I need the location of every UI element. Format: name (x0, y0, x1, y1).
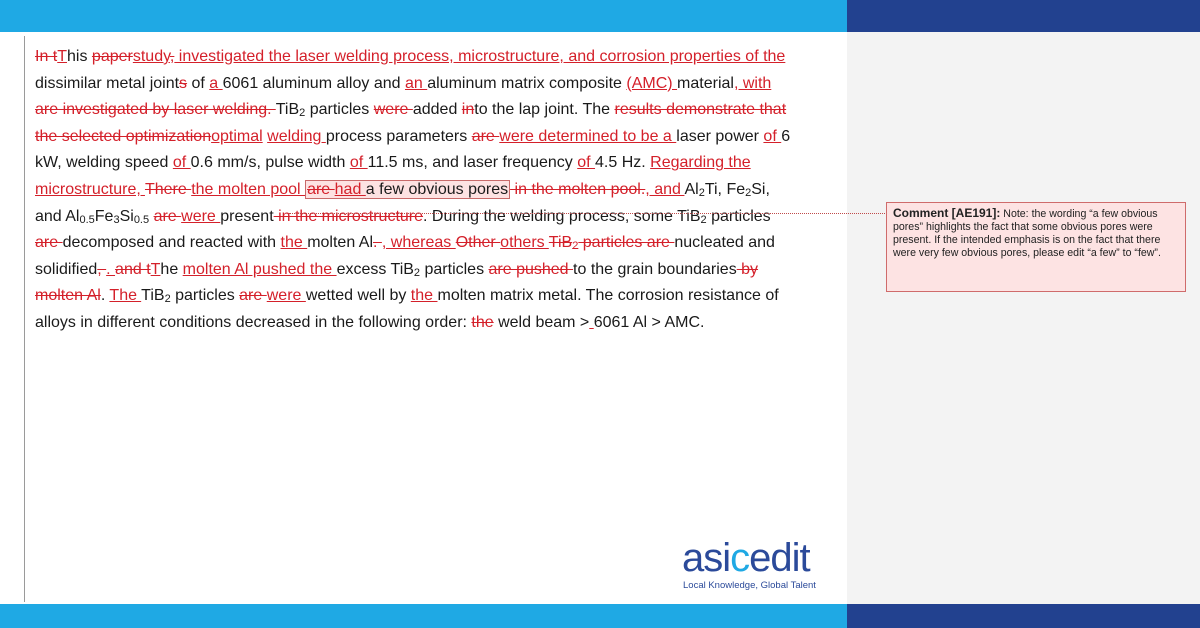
deletion: are (239, 287, 267, 305)
deletion: by molten Al (35, 260, 759, 305)
deletion: in the molten pool. (510, 180, 646, 198)
commented-range[interactable] (305, 180, 510, 199)
text-run: laser power (676, 127, 764, 145)
insertion: a (209, 74, 223, 92)
text-run: 6061 Al > AMC. (593, 313, 705, 331)
insertion: study (132, 48, 170, 65)
text-run: to the grain boundaries (573, 260, 737, 278)
insertion: T (150, 260, 161, 278)
subscript: 2 (700, 213, 707, 226)
subscript: 0.5 (79, 213, 95, 226)
comment-id: Comment [AE191]: (893, 206, 1001, 220)
tracked-changes-paragraph[interactable] (35, 44, 795, 337)
top-banner-right (847, 0, 1200, 32)
insertion: welding (267, 127, 326, 145)
logo-wordmark (682, 538, 810, 578)
deletion: results demonstrate that the selected optimization (35, 101, 787, 145)
text-run: 6061 aluminum alloy and (222, 74, 405, 92)
text-run: . During the welding process, some TiB (423, 207, 701, 225)
deletion: Other (455, 234, 501, 252)
deletion: are pushed (488, 260, 574, 278)
deletion: in the microstructure (273, 207, 424, 225)
text-run: of (187, 74, 210, 92)
text-run: process parameters (325, 127, 472, 145)
insertion: investigated the laser welding process, microstructure, and corrosion properties of the (174, 48, 786, 65)
insertion: of (577, 154, 596, 172)
insertion: optimal (211, 127, 263, 145)
logo-word-part: asi (682, 536, 731, 580)
text-run: his (67, 48, 92, 65)
deletion: paper (91, 48, 133, 65)
insertion: , whereas (381, 234, 456, 252)
text-run: material (677, 74, 734, 92)
comment-text: Note: the wording “a few obvious pores” highlights the fact that some obvious pores were present. If the intended emphasis is on the fact that there were very few obvious pores, please edit “a few” to “few”. (893, 208, 1161, 259)
bottom-banner-right (847, 604, 1200, 628)
subscript: 2 (698, 186, 705, 199)
text-run: weld beam > (493, 313, 590, 331)
text-run: a few obvious pores (365, 180, 509, 198)
insertion: others (500, 234, 549, 252)
deletion: are (471, 127, 500, 145)
deletion: are investigated by laser welding. (35, 101, 276, 119)
text-run: particles (706, 207, 771, 225)
insertion: were (181, 207, 221, 225)
insertion: (AMC) (626, 74, 678, 92)
logo-word-part: edit (749, 536, 810, 580)
top-banner-left (0, 0, 847, 32)
subscript: 2 (299, 107, 306, 120)
logo-symbol-icon: c (730, 536, 750, 580)
text-run: excess TiB (336, 260, 414, 278)
text-run: particles (420, 260, 489, 278)
deletion: are (153, 207, 182, 225)
text-run: . (100, 287, 110, 305)
deletion: In t (35, 48, 58, 65)
insertion: molten Al pushed the (182, 260, 337, 278)
text-run: Si, and Al (35, 180, 770, 225)
deletion: are (35, 234, 63, 252)
text-run: particles (305, 101, 374, 119)
comment-margin-pane (847, 32, 1200, 604)
insertion: of (763, 127, 782, 145)
insertion: Regarding the microstructure, (35, 154, 751, 198)
text-run: decomposed and reacted with (62, 234, 281, 252)
text-run: added (412, 101, 462, 119)
asiaedit-logo (672, 538, 842, 596)
insertion: , with (733, 74, 772, 92)
deletion: , (97, 260, 107, 278)
subscript: 3 (113, 213, 120, 226)
insertion: of (172, 154, 191, 172)
text-run: Al (684, 180, 699, 198)
text-run: 6 kW, welding speed (35, 127, 791, 172)
text-run: nucleated and solidified (35, 234, 775, 278)
insertion: were determined to be a (499, 127, 677, 145)
text-run: molten Al (307, 234, 373, 252)
text-run: aluminum matrix composite (427, 74, 627, 92)
insertion: T (57, 48, 68, 65)
text-run: molten matrix metal. The corrosion resistance of alloys in different conditions decreased in the following order: (35, 287, 779, 331)
insertion: had (334, 180, 366, 198)
insertion: . (106, 260, 116, 278)
text-run: 4.5 Hz. (595, 154, 651, 172)
insertion: an (404, 74, 428, 92)
text-run: wetted well by (305, 287, 411, 305)
text-run: particles are (578, 234, 675, 252)
insertion: the molten pool (191, 180, 306, 198)
deletion: . (373, 234, 382, 252)
text-run: particles (170, 287, 240, 305)
text-run: Fe (94, 207, 114, 225)
insertion: the (280, 234, 308, 252)
deletion: the (471, 313, 494, 331)
insertion: , and (645, 180, 685, 198)
text-run: he (160, 260, 183, 278)
subscript: 2 (572, 240, 579, 253)
insertion: were (266, 287, 306, 305)
page-left-rule (24, 36, 25, 602)
text-run: Si (119, 207, 134, 225)
deletion: are (307, 180, 335, 198)
text-run: 11.5 ms, and laser frequency (367, 154, 578, 172)
subscript: 0.5 (133, 213, 150, 226)
text-run: dissimilar metal joint (35, 74, 180, 92)
deletion: There (144, 180, 192, 198)
insertion: of (349, 154, 368, 172)
deletion: and t (115, 260, 151, 278)
subscript: 2 (745, 186, 752, 199)
text-run: TiB (141, 287, 165, 305)
deletion: s (179, 74, 188, 92)
deletion: in (461, 101, 475, 119)
text-run: to the lap joint. The (474, 101, 615, 119)
text-run: TiB (548, 234, 573, 252)
comment-connector-line (289, 213, 889, 217)
deletion: were (373, 101, 413, 119)
insertion: the (410, 287, 438, 305)
insertion: The (109, 287, 142, 305)
bottom-banner-left (0, 604, 847, 628)
deletion (549, 234, 675, 251)
text-run: 0.6 mm/s, pulse width (190, 154, 350, 172)
subscript: 2 (164, 293, 171, 306)
text-run: present (220, 207, 274, 225)
logo-tagline: Local Knowledge, Global Talent (683, 580, 816, 591)
subscript: 2 (413, 266, 421, 279)
comment-balloon[interactable] (886, 202, 1186, 292)
deletion: , (169, 48, 175, 65)
text-run: TiB (275, 101, 300, 119)
text-run: Ti, Fe (704, 180, 746, 198)
